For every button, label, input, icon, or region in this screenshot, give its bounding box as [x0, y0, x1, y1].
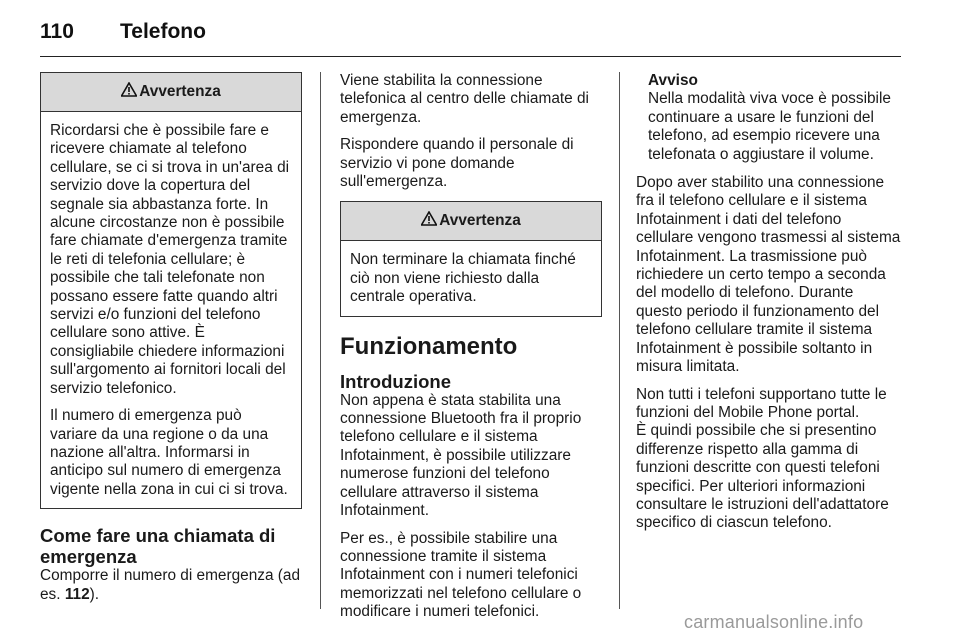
warning-paragraph: Non terminare la chiamata finché ciò non viene richiesto dalla centrale operativa.: [350, 251, 576, 306]
warning-icon: [121, 82, 137, 102]
column-divider: [320, 72, 321, 609]
warning-header: [41, 73, 301, 112]
paragraph: Non tutti i telefoni supportano tutte le funzioni del Mobile Phone portal.: [636, 385, 887, 421]
emergency-call-text: Comporre il numero di emergenza (ad es. 112).: [40, 567, 301, 603]
emergency-call-heading: Come fare una chiamata di emergenza: [40, 525, 276, 568]
page-title: Telefono: [120, 20, 206, 43]
subsection-heading: Introduzione: [340, 370, 451, 392]
paragraph: Per es., è possibile stabilire una connessione tramite il sistema Infotainment con i numeri telefonici memorizzati nel telefono cellulare o modificare i numeri telefonici.: [340, 529, 582, 621]
page-number: 110: [40, 20, 74, 43]
warning-title: Avvertenza: [139, 82, 221, 100]
paragraph: Viene stabilita la connessione telefonica al centro delle chiamate di emergenza.: [340, 72, 589, 126]
note-box: [636, 72, 902, 164]
warning-title: Avvertenza: [439, 212, 521, 230]
paragraph: Dopo aver stabilito una connessione fra il telefono cellulare e il sistema Infotainment i dati del telefono cellulare vengono trasmessi al sistema Infotainment. La trasmissione può richiedere un certo tempo a seconda del modello di telefono. Durante questo periodo il funzionamento del telefono cellulare tramite il sistema Infotainment è possibile soltanto in misura limitata.: [636, 174, 901, 376]
warning-box: [340, 201, 602, 316]
warning-paragraph: Il numero di emergenza può variare da una regione o da una nazione all'altra. Informarsi in anticipo sul numero di emergenza vigente nella zona in cui ci si trova.: [50, 407, 288, 498]
warning-body: [341, 241, 601, 315]
header-rule: [40, 56, 901, 57]
warning-icon: [421, 211, 437, 231]
section-heading: Funzionamento: [340, 332, 518, 360]
warning-body: [41, 112, 301, 508]
warning-box: [40, 72, 302, 509]
column-divider: [619, 72, 620, 609]
paragraph: È quindi possibile che si presentino differenze rispetto alla gamma di funzioni descritte con questi telefoni specifici. Per ulteriori informazioni consultare le istruzioni dell'adattatore specifico di ciascun telefono.: [636, 422, 889, 532]
watermark: carmanualsonline.info: [684, 612, 864, 632]
warning-header: [341, 202, 601, 241]
page-header: [40, 14, 920, 54]
note-label: Avviso: [648, 72, 698, 89]
note-body: Nella modalità viva voce è possibile continuare a usare le funzioni del telefono, ad esempio ricevere una telefonata o aggiustare il volume.: [648, 90, 891, 163]
page-reference[interactable]: 112: [64, 585, 90, 603]
column-right: [636, 72, 902, 542]
warning-paragraph: Ricordarsi che è possibile fare e ricevere chiamate al telefono cellulare, se ci si trova in un'area di servizio dove la copertura del segnale sia abbastanza forte. In alcune circostanze non è possibile fare chiamate d'emergenza tramite le reti di telefonia cellulare; è possibile che tali telefonate non possano essere fatte quando altri servizi e/o funzioni del telefono cellulare sono attive. È consigliabile chiedere informazioni sull'argomento ai fornitori locali del servizio telefonico.: [50, 122, 290, 397]
paragraph: Rispondere quando il personale di servizio vi pone domande sull'emergenza.: [340, 136, 574, 191]
column-left: [40, 72, 302, 613]
column-middle: [340, 72, 602, 631]
paragraph: Non appena è stata stabilita una connessione Bluetooth fra il proprio telefono cellulare e il sistema Infotainment, è possibile utilizzare numerose funzioni del telefono cellulare attraverso il sistema Infotainment.: [340, 391, 582, 520]
